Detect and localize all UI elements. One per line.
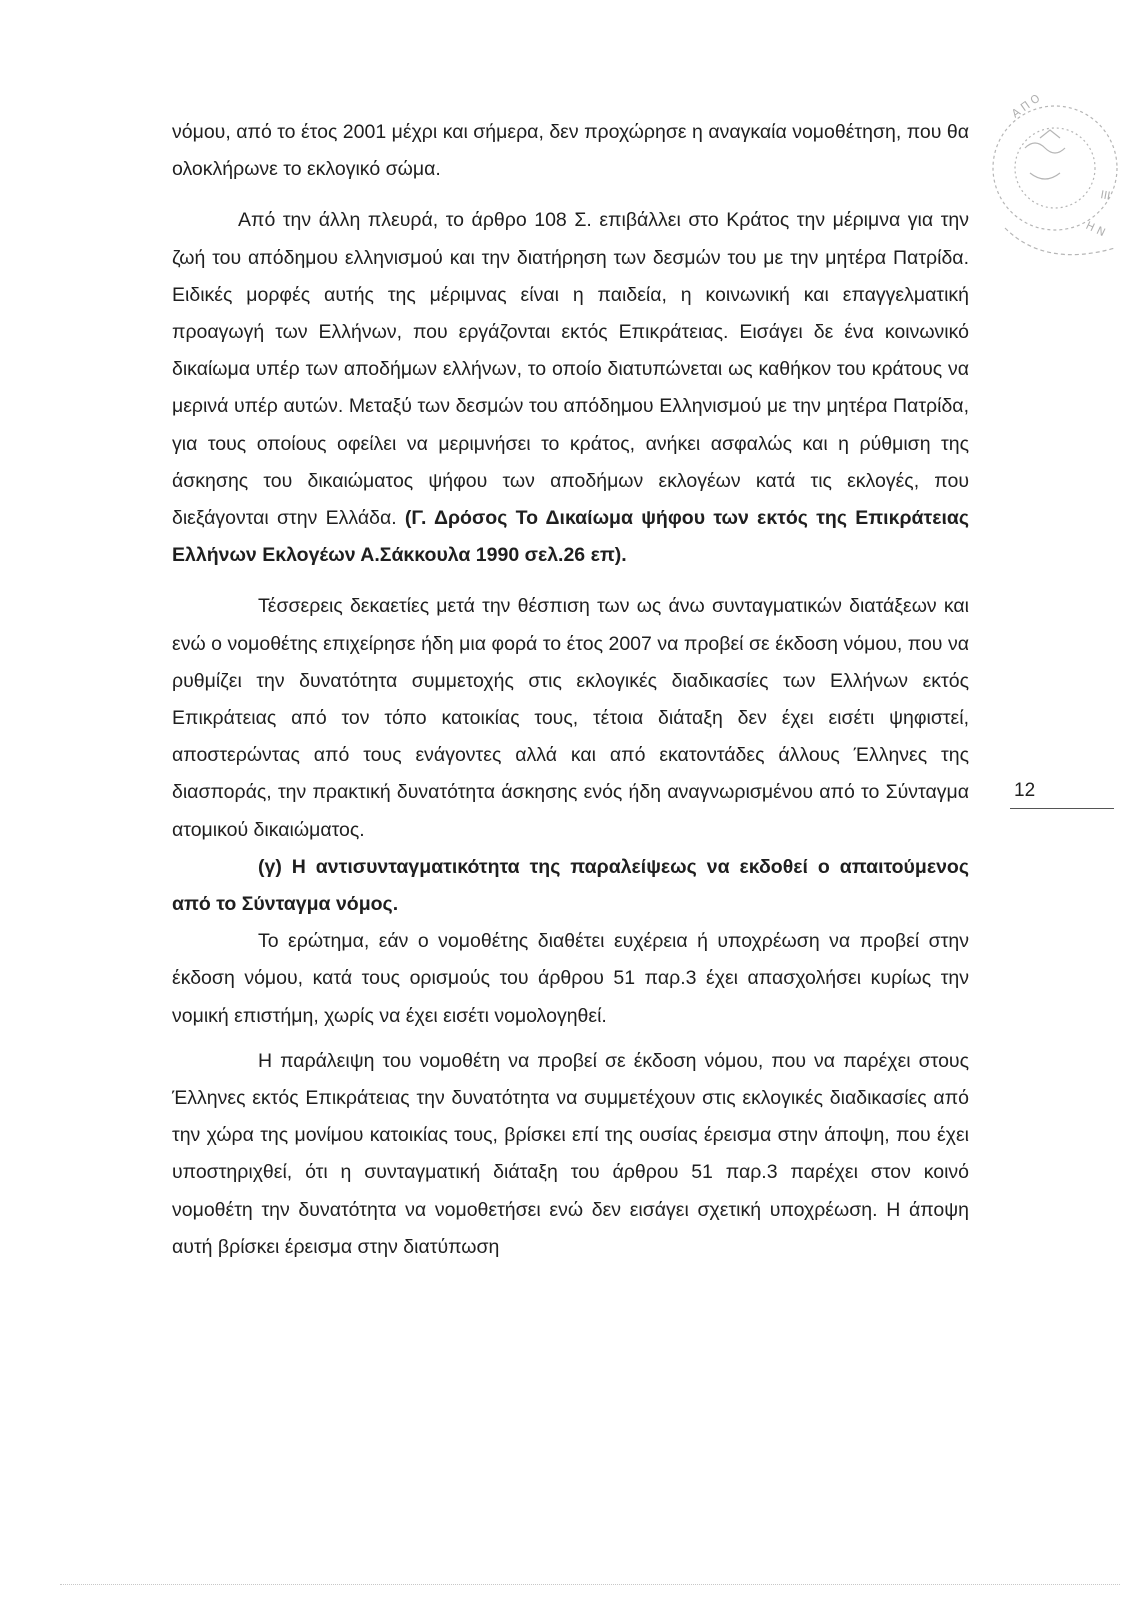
svg-text:Η Ν: Η Ν — [1083, 218, 1108, 240]
scan-artifact-line — [60, 1584, 1120, 1589]
paragraph-continued: νόμου, από το έτος 2001 μέχρι και σήμερα, δεν προχώρησε η αναγκαία νομοθέτηση, που θα ολοκλήρωνε το εκλογικό σώμα. — [172, 121, 969, 181]
svg-text:Α Π Ο: Α Π Ο — [1009, 91, 1043, 121]
citation-drosos: (Γ. Δρόσος Το Δικαίωμα ψήφου των εκτός της Επικράτειας Ελλήνων Εκλογέων Α.Σάκκουλα 1990 σελ.26 επ). — [172, 507, 970, 567]
paragraph-question: Το ερώτημα, εάν ο νομοθέτης διαθέτει ευχέρεια ή υποχρέωση να προβεί στην έκδοση νόμου, κατά τους ορισμούς του άρθρου 51 παρ.3 έχει απασχολήσει κυρίως την νομική επιστήμη, χωρίς να έχει εισέτι νομολογηθεί. — [172, 930, 969, 1027]
paragraph-omission: Η παράλειψη του νομοθέτη να προβεί σε έκδοση νόμου, που να παρέχει στους Έλληνες εκτός Επικράτειας την δυνατότητα να συμμετέχουν στις εκλογικές διαδικασίες από την χώρα της μονίμου κατοικίας τους, βρίσκει επί της ουσίας έρεισμα στην άποψη, που έχει υποστηριχθεί, ότι η συνταγματική διάταξη του άρθρου 51 παρ.3 παρέχει στον κοινό νομοθέτη την δυνατότητα να νομοθετήσει ενώ δεν εισάγει σχετική υποχρέωση. Η άποψη αυτή βρίσκει έρεισμα στην διατύπωση — [172, 1049, 969, 1258]
section-heading-gamma: (γ) Η αντισυνταγματικότητα της παραλείψεως να εκδοθεί ο απαιτούμενος από το Σύνταγμα νόμος. — [172, 855, 969, 916]
page-number: 12 — [1014, 780, 1036, 801]
svg-text:ΙΙΙ: ΙΙΙ — [1099, 188, 1112, 203]
paragraph-four-decades: Τέσσερεις δεκαετίες μετά την θέσπιση των ως άνω συνταγματικών διατάξεων και ενώ ο νομοθέτης επιχείρησε ήδη μια φορά το έτος 2007 να προβεί σε έκδοση νόμου, που να ρυθμίζει την δυνατότητα συμμετοχής στις εκλογικές διαδικασίες των Ελλήνων εκτός Επικράτειας από τον τόπο κατοικίας τους, τέτοια διάταξη δεν έχει εισέτι ψηφιστεί, αποστερώντας από τους ενάγοντες αλλά και από εκατοντάδες άλλους Έλληνες της διασποράς, την πρακτική δυνατότητα άσκησης ενός ήδη αναγνωρισμένου από το Σύνταγμα ατομικού δικαιώματος. — [172, 595, 969, 841]
body-text — [172, 114, 969, 1266]
paragraph-article-108-text: Από την άλλη πλευρά, το άρθρο 108 Σ. επιβάλλει στο Κράτος την μέριμνα για την ζωή του απόδημου ελληνισμού και την διατήρηση των δεσμών του με την μητέρα Πατρίδα. Ειδικές μορφές αυτής της μέριμνας είναι η παιδεία, η κοινωνική και επαγγελματική προαγωγή των Ελλήνων, που εργάζονται εκτός Επικράτειας. Εισάγει δε ένα κοινωνικό δικαίωμα υπέρ των αποδήμων ελλήνων, το οποίο διατυπώνεται ως καθήκον του κράτους να μερινά υπέρ αυτών. Μεταξύ των δεσμών του απόδημου Ελληνισμού με την μητέρα Πατρίδα, για τους οποίους οφείλει να μεριμνήσει το κράτος, ανήκει ασφαλώς και η ρύθμιση της άσκησης του δικαιώματος ψήφου των αποδήμων εκλογέων κατά τις εκλογές, που διεξάγονται στην Ελλάδα. — [172, 209, 969, 530]
paragraph-article-108 — [172, 202, 969, 574]
official-stamp-icon — [985, 78, 1135, 288]
page-number-rule — [1010, 808, 1114, 809]
